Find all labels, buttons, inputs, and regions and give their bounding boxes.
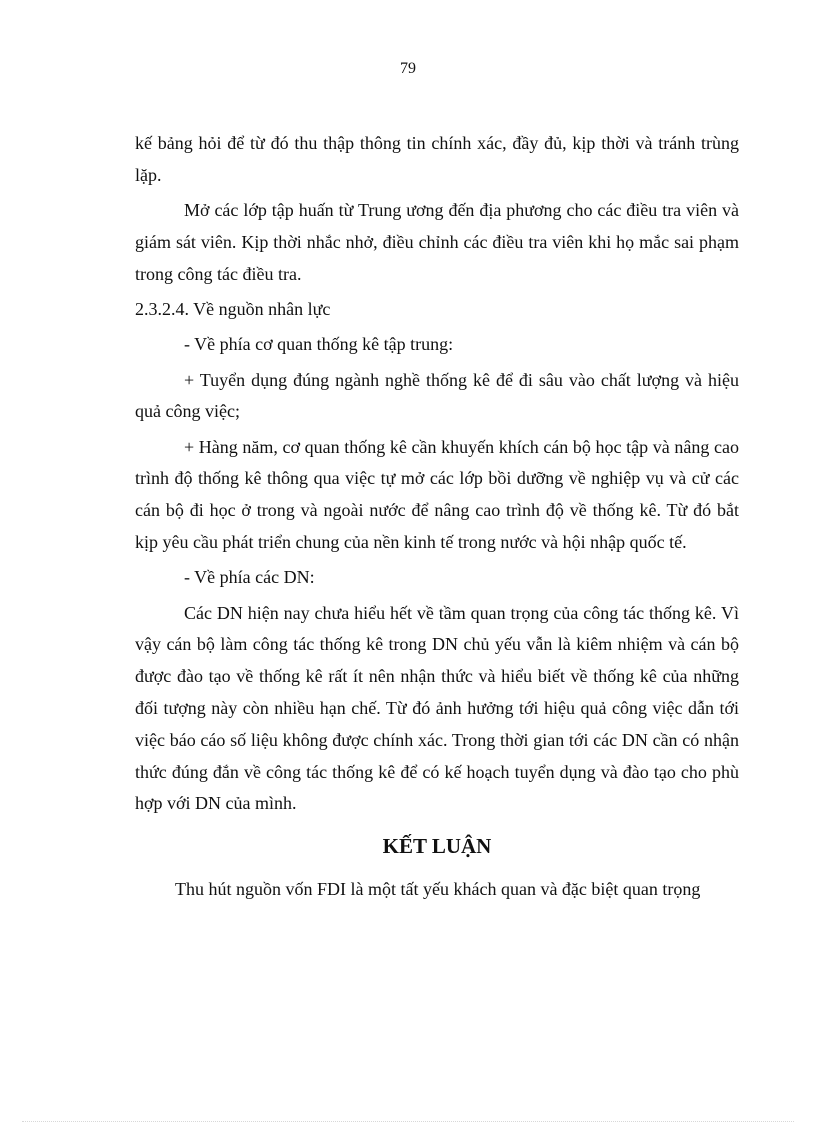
page-number: 79 [400, 60, 416, 77]
paragraph-conclusion-start: Thu hút nguồn vốn FDI là một tất yếu khách quan và đặc biệt quan trọng [175, 879, 701, 900]
section-heading-human-resources: 2.3.2.4. Về nguồn nhân lực [135, 298, 331, 319]
paragraph-recruitment: + Tuyển dụng đúng ngành nghề thống kê để đi sâu vào chất lượng và hiệu quả công việc; [135, 369, 739, 422]
paragraph-statistics-agency: - Về phía cơ quan thống kê tập trung: [184, 334, 454, 355]
conclusion-heading: KẾT LUẬN [382, 834, 492, 859]
paragraph-training: Mở các lớp tập huấn từ Trung ương đến địa phương cho các điều tra viên và giám sát viên. Kịp thời nhắc nhở, điều chỉnh các điều tra viên khi họ mắc sai phạm trong công tác điều tra. [135, 200, 739, 284]
document-body [135, 128, 739, 910]
paragraph-enterprise-awareness: Các DN hiện nay chưa hiểu hết về tầm quan trọng của công tác thống kê. Vì vậy cán bộ làm công tác thống kê trong DN chủ yếu vẫn là kiêm nhiệm và cán bộ được đào tạo về thống kê rất ít nên nhận thức và hiểu biết về thống kê của những đối tượng này còn nhiều hạn chế. Từ đó ảnh hưởng tới hiệu quả công việc dẫn tới việc báo cáo số liệu không được chính xác. Trong thời gian tới các DN cần có nhận thức đúng đắn về công tác thống kê để có kế hoạch tuyển dụng và đào tạo cho phù hợp với DN của mình. [135, 602, 739, 814]
paragraph-continuation: kế bảng hỏi để từ đó thu thập thông tin chính xác, đầy đủ, kịp thời và tránh trùng lặp. [135, 133, 739, 185]
paragraph-enterprises: - Về phía các DN: [184, 567, 315, 588]
paragraph-annual-training: + Hàng năm, cơ quan thống kê cần khuyến khích cán bộ học tập và nâng cao trình độ thống kê thông qua việc tự mở các lớp bồi dưỡng về nghiệp vụ và cử các cán bộ đi học ở trong và ngoài nước để nâng cao trình độ về thống kê. Từ đó bắt kịp yêu cầu phát triển chung của nền kinh tế trong nước và hội nhập quốc tế. [135, 436, 739, 553]
page-bottom-divider [22, 1121, 794, 1122]
